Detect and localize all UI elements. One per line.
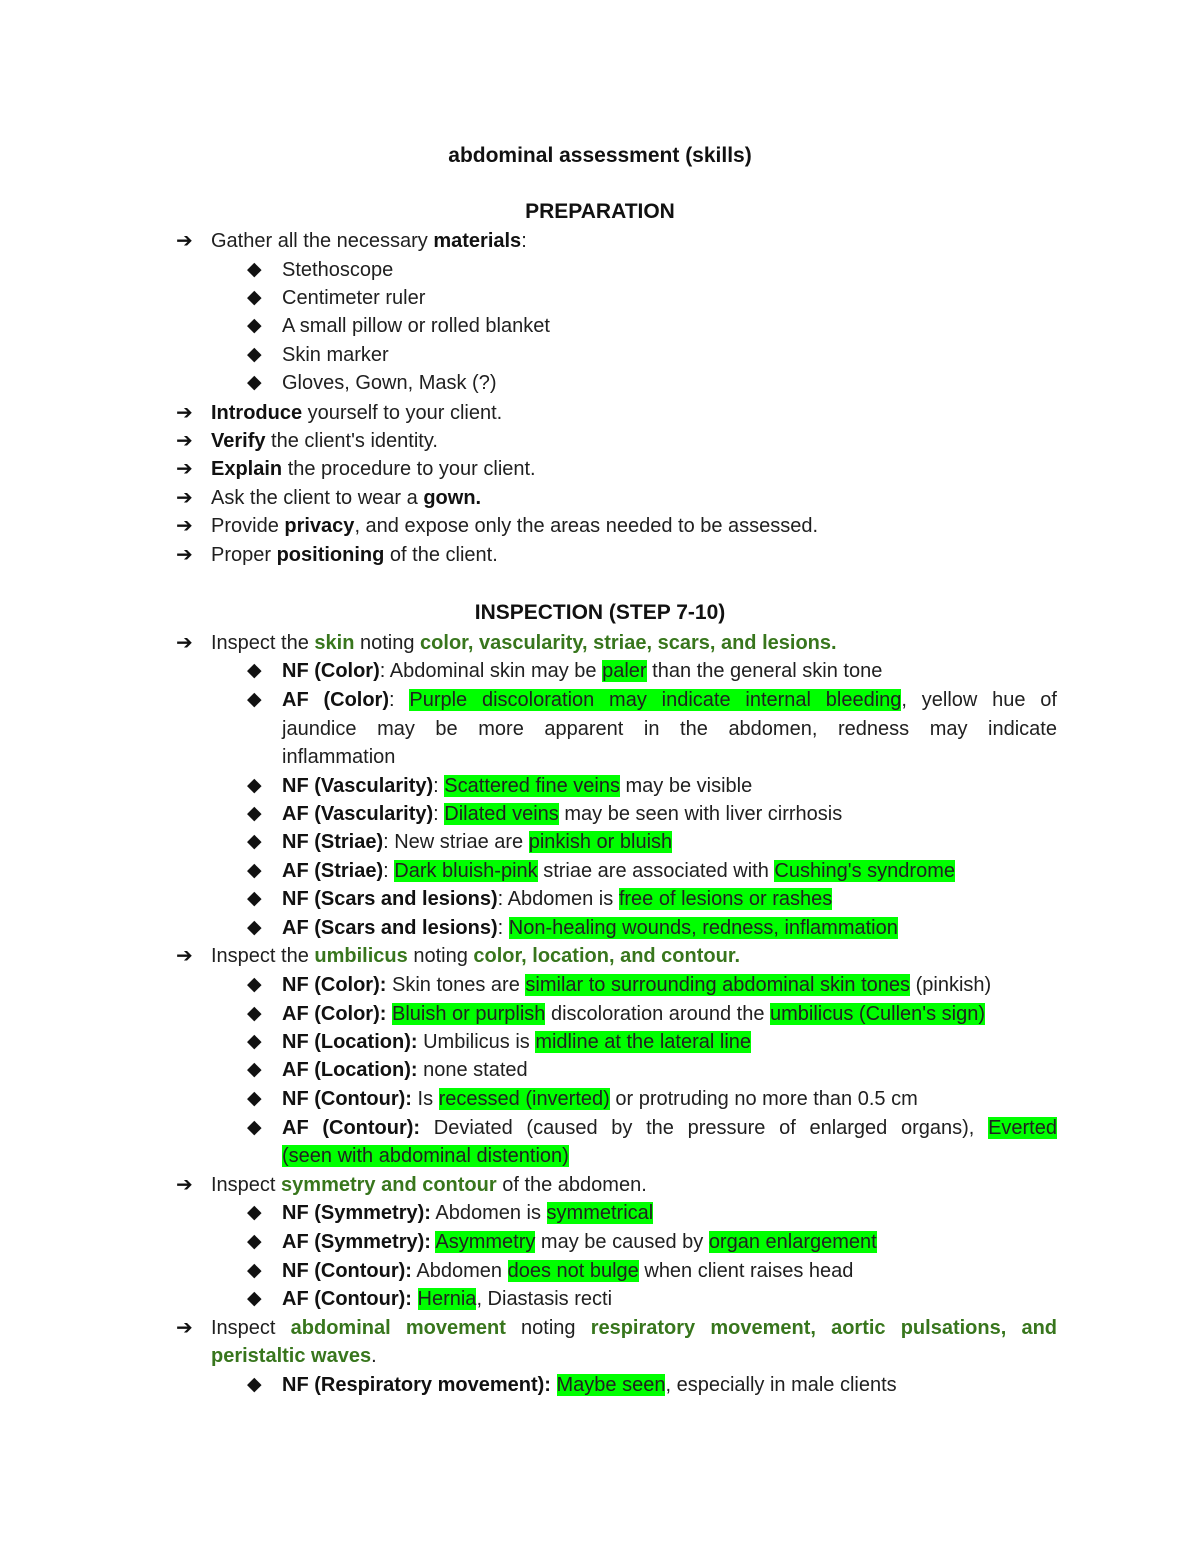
finding-item: AF (Contour): Deviated (caused by the pressure of enlarged organs), Everted [282, 1117, 1057, 1139]
list-item: Ask the client to wear a gown. [211, 487, 482, 509]
diamond-bullet-icon: ◆ [247, 660, 262, 681]
arrow-bullet-icon: ➔ [176, 458, 193, 480]
diamond-bullet-icon: ◆ [247, 1288, 262, 1309]
finding-item: NF (Striae): New striae are pinkish or bluish [282, 831, 673, 853]
diamond-bullet-icon: ◆ [247, 1088, 262, 1109]
finding-item: NF (Contour): Abdomen does not bulge when client raises head [282, 1260, 854, 1282]
diamond-bullet-icon: ◆ [247, 315, 262, 336]
diamond-bullet-icon: ◆ [247, 372, 262, 393]
section-heading-preparation: PREPARATION [525, 200, 675, 223]
arrow-bullet-icon: ➔ [176, 945, 193, 967]
diamond-bullet-icon: ◆ [247, 1374, 262, 1395]
diamond-bullet-icon: ◆ [247, 1059, 262, 1080]
list-item: Introduce yourself to your client. [211, 402, 503, 424]
list-item: Centimeter ruler [282, 287, 426, 309]
list-item: Provide privacy, and expose only the areas needed to be assessed. [211, 515, 819, 537]
diamond-bullet-icon: ◆ [247, 888, 262, 909]
inspect-umbilicus-item: Inspect the umbilicus noting color, location, and contour. [211, 945, 741, 967]
finding-item-continuation: (seen with abdominal distention) [282, 1145, 569, 1167]
list-item: Gather all the necessary materials: [211, 230, 527, 252]
diamond-bullet-icon: ◆ [247, 1031, 262, 1052]
arrow-bullet-icon: ➔ [176, 544, 193, 566]
finding-item: AF (Location): none stated [282, 1059, 528, 1081]
inspect-skin-item: Inspect the skin noting color, vascularity, striae, scars, and lesions. [211, 632, 837, 654]
finding-item: AF (Color): Bluish or purplish discoloration around the umbilicus (Cullen's sign) [282, 1003, 985, 1025]
list-item: A small pillow or rolled blanket [282, 315, 550, 337]
finding-item: AF (Scars and lesions): Non-healing wounds, redness, inflammation [282, 917, 898, 939]
diamond-bullet-icon: ◆ [247, 287, 262, 308]
arrow-bullet-icon: ➔ [176, 402, 193, 424]
diamond-bullet-icon: ◆ [247, 1202, 262, 1223]
inspect-movement-continuation: peristaltic waves. [211, 1345, 377, 1367]
inspect-movement-item: Inspect abdominal movement noting respiratory movement, aortic pulsations, and [211, 1317, 1057, 1339]
diamond-bullet-icon: ◆ [247, 831, 262, 852]
diamond-bullet-icon: ◆ [247, 974, 262, 995]
diamond-bullet-icon: ◆ [247, 1003, 262, 1024]
document-title: abdominal assessment (skills) [448, 144, 752, 167]
diamond-bullet-icon: ◆ [247, 344, 262, 365]
diamond-bullet-icon: ◆ [247, 259, 262, 280]
diamond-bullet-icon: ◆ [247, 1117, 262, 1138]
finding-item: NF (Respiratory movement): Maybe seen, especially in male clients [282, 1374, 897, 1396]
arrow-bullet-icon: ➔ [176, 487, 193, 509]
arrow-bullet-icon: ➔ [176, 1174, 193, 1196]
list-item: Gloves, Gown, Mask (?) [282, 372, 497, 394]
list-item: Stethoscope [282, 259, 394, 281]
arrow-bullet-icon: ➔ [176, 430, 193, 452]
list-item: Verify the client's identity. [211, 430, 438, 452]
list-item: Explain the procedure to your client. [211, 458, 536, 480]
list-item: Skin marker [282, 344, 389, 366]
diamond-bullet-icon: ◆ [247, 803, 262, 824]
arrow-bullet-icon: ➔ [176, 515, 193, 537]
finding-item-continuation: jaundice may be more apparent in the abdomen, redness may indicate [282, 718, 1057, 740]
finding-item: NF (Contour): Is recessed (inverted) or protruding no more than 0.5 cm [282, 1088, 918, 1110]
finding-item: AF (Symmetry): Asymmetry may be caused by organ enlargement [282, 1231, 877, 1253]
inspect-symmetry-item: Inspect symmetry and contour of the abdomen. [211, 1174, 647, 1196]
finding-item: AF (Color): Purple discoloration may indicate internal bleeding, yellow hue of [282, 689, 1057, 711]
list-item: Proper positioning of the client. [211, 544, 498, 566]
diamond-bullet-icon: ◆ [247, 689, 262, 710]
finding-item: NF (Vascularity): Scattered fine veins may be visible [282, 775, 753, 797]
finding-item: NF (Scars and lesions): Abdomen is free of lesions or rashes [282, 888, 833, 910]
finding-item: NF (Color): Abdominal skin may be paler than the general skin tone [282, 660, 883, 682]
finding-item: AF (Striae): Dark bluish-pink striae are associated with Cushing's syndrome [282, 860, 955, 882]
diamond-bullet-icon: ◆ [247, 860, 262, 881]
diamond-bullet-icon: ◆ [247, 1231, 262, 1252]
diamond-bullet-icon: ◆ [247, 917, 262, 938]
finding-item: AF (Vascularity): Dilated veins may be seen with liver cirrhosis [282, 803, 843, 825]
diamond-bullet-icon: ◆ [247, 1260, 262, 1281]
arrow-bullet-icon: ➔ [176, 230, 193, 252]
finding-item: NF (Symmetry): Abdomen is symmetrical [282, 1202, 654, 1224]
finding-item: NF (Color): Skin tones are similar to surrounding abdominal skin tones (pinkish) [282, 974, 992, 996]
arrow-bullet-icon: ➔ [176, 1317, 193, 1339]
finding-item-continuation: inflammation [282, 746, 396, 768]
arrow-bullet-icon: ➔ [176, 632, 193, 654]
finding-item: AF (Contour): Hernia, Diastasis recti [282, 1288, 613, 1310]
finding-item: NF (Location): Umbilicus is midline at the lateral line [282, 1031, 752, 1053]
section-heading-inspection: INSPECTION (STEP 7-10) [474, 601, 726, 624]
diamond-bullet-icon: ◆ [247, 775, 262, 796]
